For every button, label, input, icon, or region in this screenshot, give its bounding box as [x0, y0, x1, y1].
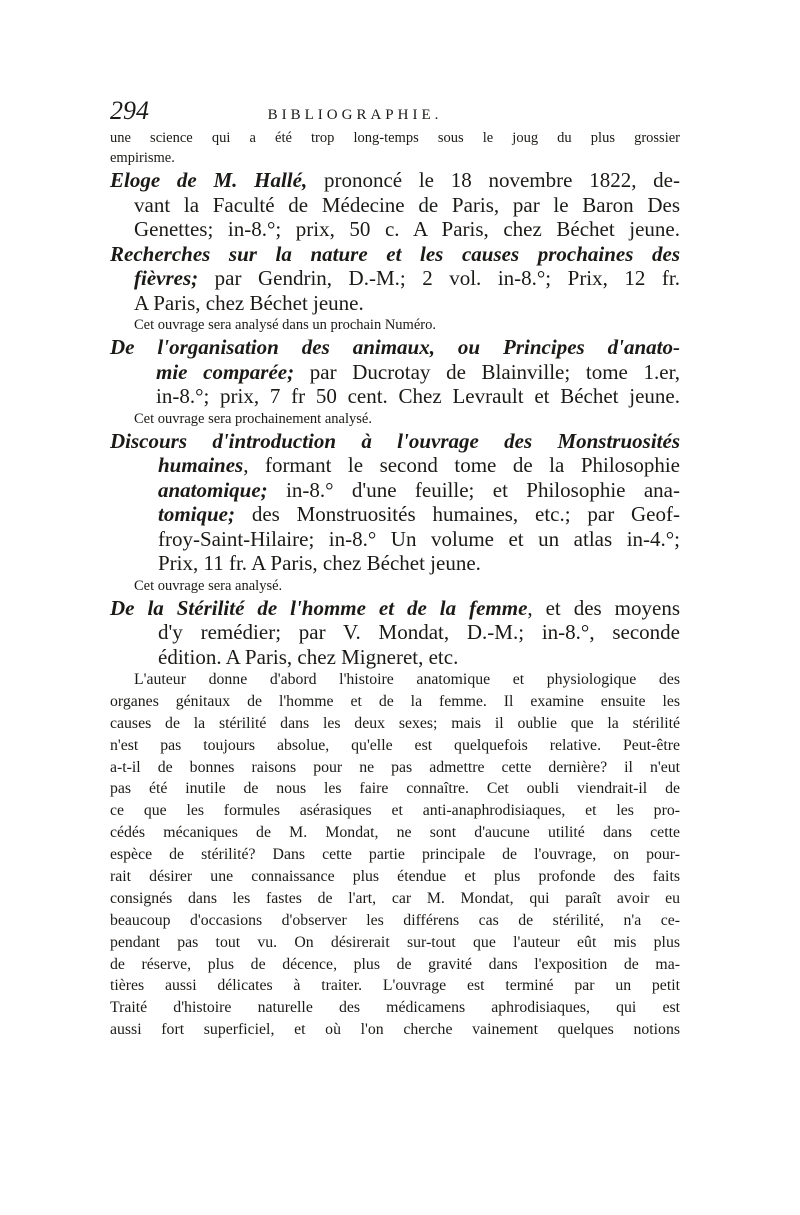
- text-line: pas été inutile de nous les faire connaître. Cet oubli viendrait-il de: [110, 780, 680, 798]
- text-line: A Paris, chez Béchet jeune.: [134, 290, 364, 315]
- text-line: [110, 453, 680, 478]
- text-line: in-8.°; prix, 7 fr 50 cent. Chez Levrault et Béchet jeune.: [156, 384, 680, 408]
- page-header: [110, 96, 680, 128]
- text-line: tières aussi délicates à traiter. L'ouvrage est terminé par un petit: [110, 977, 680, 995]
- text-line: [110, 242, 680, 267]
- text-line: Cet ouvrage sera prochainement analysé.: [134, 410, 372, 427]
- text-line: [110, 478, 680, 503]
- text-line: causes de la stérilité dans les deux sexes; mais il oublie que la stérilité: [110, 714, 680, 732]
- text-line: édition. A Paris, chez Migneret, etc.: [158, 644, 459, 669]
- text-line: Cet ouvrage sera analysé.: [134, 577, 283, 594]
- text-line: pendant pas tout vu. On désirerait sur-tout que l'auteur eût mis plus: [110, 933, 680, 951]
- text-line: une science qui a été trop long-temps sous le joug du plus grossier: [110, 130, 680, 146]
- text-line: aussi fort superficiel, et où l'on cherche vainement quelques notions: [110, 1021, 680, 1039]
- text-line: espèce de stérilité? Dans cette partie principale de l'ouvrage, on pour-: [110, 846, 680, 864]
- running-title: BIBLIOGRAPHIE.: [267, 107, 443, 123]
- text-line: Genettes; in-8.°; prix, 50 c. A Paris, chez Béchet jeune.: [134, 217, 680, 241]
- text-line: [110, 502, 680, 527]
- text-line: [110, 596, 680, 621]
- italic-title: mie comparée;: [156, 359, 295, 384]
- italic-title: Discours d'introduction à l'ouvrage des Monstruosités: [110, 428, 680, 453]
- line-text: in-8.° d'une feuille; et Philosophie ana-: [267, 477, 680, 502]
- page-text: [110, 128, 680, 1041]
- italic-title: humaines: [158, 453, 244, 477]
- text-line: consignés dans les fastes de l'art, car M. Mondat, qui paraît avoir eu: [110, 889, 680, 907]
- text-line: ce que les formules asérasiques et anti-anaphrodisiaques, et les pro-: [110, 802, 680, 820]
- line-text: par Ducrotay de Blainville; tome 1.er,: [294, 359, 681, 384]
- text-line: Traité d'histoire naturelle des médicamens aphrodisiaques, qui est: [110, 999, 680, 1017]
- text-line: rait désirer une connaissance plus étendue et plus profonde des faits: [110, 868, 680, 886]
- italic-title: Recherches sur la nature et les causes prochaines des: [110, 241, 680, 266]
- italic-title: De l'organisation des animaux, ou Principes d'anato-: [110, 335, 680, 359]
- text-line: empirisme.: [110, 150, 175, 166]
- italic-title: fièvres;: [134, 266, 199, 290]
- line-text: , formant le second tome de la Philosophie: [243, 453, 680, 477]
- text-line: a-t-il de bonnes raisons pour ne pas admettre cette dernière? il n'eut: [110, 758, 680, 776]
- text-line: cédés mécaniques de M. Mondat, ne sont d'aucune utilité dans cette: [110, 824, 680, 842]
- book-page: [110, 96, 680, 1041]
- text-line: n'est pas toujours absolue, qu'elle est quelquefois relative. Peut-être: [110, 736, 680, 754]
- text-line: [110, 335, 680, 360]
- line-text: prononcé le 18 novembre 1822, de-: [307, 168, 681, 192]
- text-line: L'auteur donne d'abord l'histoire anatomique et physiologique des: [134, 671, 680, 688]
- text-line: Cet ouvrage sera analysé dans un prochain Numéro.: [134, 317, 436, 333]
- line-text: des Monstruosités humaines, etc.; par Geof-: [235, 502, 680, 526]
- italic-title: tomique;: [158, 502, 235, 526]
- text-line: vant la Faculté de Médecine de Paris, par le Baron Des: [134, 192, 680, 217]
- italic-title: Eloge de M. Hallé,: [110, 168, 308, 192]
- italic-title: De la Stérilité de l'homme et de la femme: [110, 595, 528, 620]
- text-line: de réserve, plus de décence, plus de gravité dans l'exposition de ma-: [110, 955, 680, 973]
- page-number: 294: [110, 96, 149, 125]
- text-line: organes génitaux de l'homme et de la femme. Il examine ensuite les: [110, 692, 680, 710]
- text-line: froy-Saint-Hilaire; in-8.° Un volume et un atlas in-4.°;: [158, 526, 680, 551]
- italic-title: anatomique;: [158, 477, 268, 502]
- text-line: [110, 360, 680, 385]
- line-text: par Gendrin, D.-M.; 2 vol. in-8.°; Prix, 12 fr.: [198, 266, 680, 290]
- text-line: d'y remédier; par V. Mondat, D.-M.; in-8.°, seconde: [158, 620, 680, 644]
- text-line: Prix, 11 fr. A Paris, chez Béchet jeune.: [158, 551, 481, 575]
- text-line: [110, 429, 680, 454]
- text-line: [110, 266, 680, 291]
- text-line: [110, 168, 680, 193]
- text-line: beaucoup d'occasions d'observer les différens cas de stérilité, n'a ce-: [110, 911, 680, 929]
- line-text: , et des moyens: [527, 595, 680, 620]
